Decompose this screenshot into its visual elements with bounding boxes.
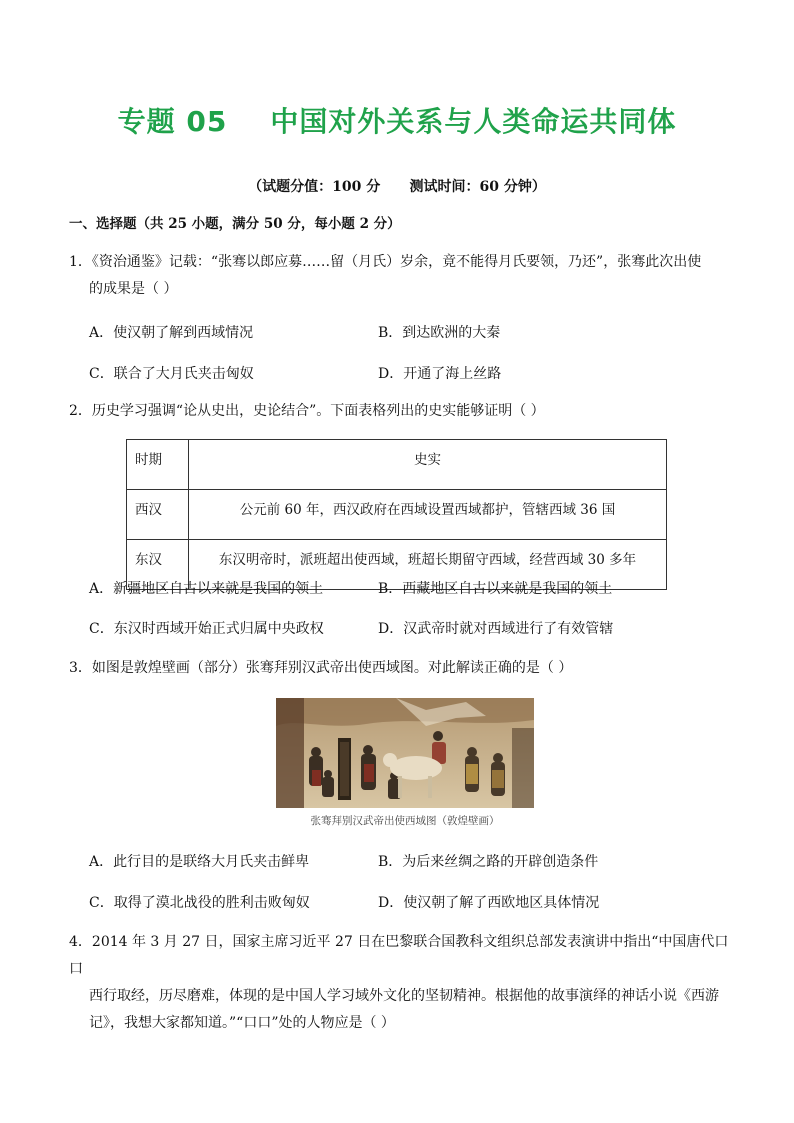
table-header-period: 时期 (127, 440, 189, 490)
table-header-row (127, 440, 667, 490)
exam-info: （试题分值：100 分 测试时间：60 分钟） (248, 179, 546, 195)
table-cell-fact: 东汉明帝时，派班超出使西域，班超长期留守西域，经营西域 30 多年 (189, 540, 667, 590)
question-3 (69, 655, 729, 682)
question-1-option-a: A．使汉朝了解到西域情况 (89, 325, 254, 341)
question-4-stem-line3: 记》，我想大家都知道。”“口口”处的人物应是（ ） (89, 1015, 395, 1031)
question-3-stem: 3．如图是敦煌壁画（部分）张骞拜别汉武帝出使西域图。对此解读正确的是（ ） (69, 660, 573, 676)
question-1-option-c: C．联合了大月氏夹击匈奴 (89, 366, 254, 382)
question-4 (69, 929, 729, 1037)
question-3-option-d: D．使汉朝了解了西欧地区具体情况 (378, 895, 600, 911)
page-title: 专题 05 中国对外关系与人类命运共同体 (117, 105, 677, 138)
question-1-option-b: B．到达欧洲的大秦 (378, 325, 501, 341)
question-4-stem-line2: 西行取经，历尽磨难，体现的是中国人学习域外文化的坚韧精神。根据他的故事演绎的神话小说《西游 (89, 988, 719, 1004)
question-2-option-a: A．新疆地区自古以来就是我国的领土 (89, 581, 324, 597)
question-3-option-b: B．为后来丝绸之路的开辟创造条件 (378, 854, 599, 870)
table-cell-period: 西汉 (127, 490, 189, 540)
question-2-stem: 2．历史学习强调“论从史出，史论结合”。下面表格列出的史实能够证明（ ） (69, 403, 545, 419)
table-row (127, 490, 667, 540)
question-2-option-d: D．汉武帝时就对西域进行了有效管辖 (378, 621, 614, 637)
mural-caption: 张骞拜别汉武帝出使西域图（敦煌壁画） (310, 815, 500, 827)
question-3-option-c: C．取得了漠北战役的胜利击败匈奴 (89, 895, 310, 911)
table-header-fact: 史实 (189, 440, 667, 490)
question-1-stem-line2: 的成果是（ ） (89, 281, 178, 297)
history-table (126, 439, 667, 590)
question-2-option-c: C．东汉时西域开始正式归属中央政权 (89, 621, 324, 637)
section-heading: 一、选择题（共 25 小题，满分 50 分，每小题 2 分） (69, 216, 401, 232)
question-4-stem-line1: 4．2014 年 3 月 27 日，国家主席习近平 27 日在巴黎联合国教科文组织总部发表演讲中指出“中国唐代口口 (69, 934, 729, 977)
question-2-option-b: B．西藏地区自古以来就是我国的领土 (378, 581, 613, 597)
table-cell-period: 东汉 (127, 540, 189, 590)
dunhuang-mural-image (276, 698, 534, 808)
question-2 (69, 398, 729, 425)
table-cell-fact: 公元前 60 年，西汉政府在西域设置西域都护，管辖西域 36 国 (189, 490, 667, 540)
mural-illustration (276, 698, 534, 808)
question-1-stem-line1: 1．《资治通鉴》记载：“张骞以郎应募……留（月氏）岁余，竟不能得月氏要领，乃还”，张骞此次出使 (69, 254, 702, 270)
question-3-option-a: A．此行目的是联络大月氏夹击鲜卑 (89, 854, 310, 870)
question-1-option-d: D．开通了海上丝路 (378, 366, 502, 382)
question-1 (69, 249, 729, 303)
